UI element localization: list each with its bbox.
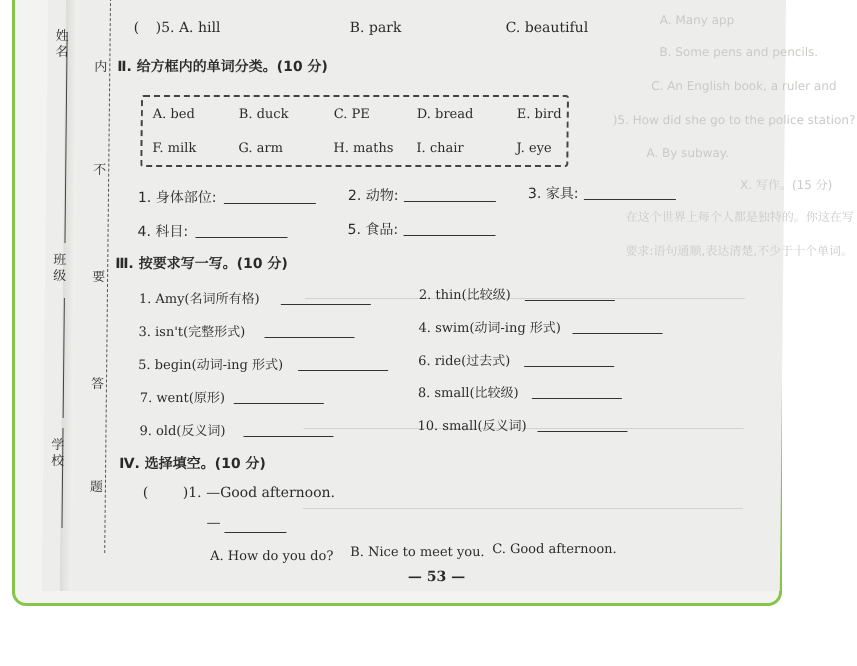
word-box <box>140 95 569 167</box>
name-label: 姓名 <box>55 29 69 60</box>
rewrite-item: 10. small(反义词) <box>417 419 527 434</box>
school-label: 学校 <box>51 438 65 469</box>
answer-paren: ( <box>142 485 149 501</box>
answer-blank[interactable] <box>224 187 316 204</box>
word-item: G. arm <box>238 141 284 156</box>
answer-blank[interactable] <box>404 185 496 202</box>
rewrite-item: 6. ride(过去式) <box>418 354 511 369</box>
bleed-text: 在这个世界上每个人都是独特的。你这在写 <box>625 210 854 224</box>
bleed-text: A. By subway. <box>646 146 730 160</box>
rewrite-item: 3. isn't(完整形式) <box>138 325 246 340</box>
bleed-text: 要求:语句通顺,表达清楚,不少于十个单词。 <box>625 244 854 258</box>
margin-char: 答 <box>90 377 105 392</box>
bleed-text: )5. How did she go to the police station? <box>612 113 856 127</box>
rewrite-item: 4. swim(动词-ing 形式) <box>418 321 561 336</box>
answer-blank[interactable] <box>234 387 324 404</box>
section-3-title: Ⅲ. 按要求写一写。(10 分) <box>115 256 288 272</box>
class-label: 班级 <box>53 253 67 284</box>
word-item: J. eye <box>516 141 552 156</box>
category-label: 4. 科目: <box>137 224 189 240</box>
answer-blank[interactable] <box>537 415 627 432</box>
word-item: I. chair <box>416 141 464 156</box>
answer-blank[interactable] <box>281 288 371 305</box>
response-dash: — <box>206 515 221 531</box>
rewrite-item: 1. Amy(名词所有格) <box>138 292 260 307</box>
rewrite-item: 9. old(反义词) <box>139 424 226 439</box>
margin-char: 题 <box>89 480 103 495</box>
binding-dashed-line <box>104 0 111 553</box>
option-a: A. How do you do? <box>210 549 334 564</box>
page-number: — 53 — <box>407 569 466 585</box>
option-b: B. Nice to meet you. <box>350 545 485 560</box>
option-b: B. park <box>349 20 402 36</box>
answer-blank[interactable] <box>404 219 496 236</box>
section-2-title: Ⅱ. 给方框内的单词分类。(10 分) <box>117 59 328 75</box>
word-item: H. maths <box>333 141 394 156</box>
word-item: A. bed <box>152 107 195 122</box>
bleed-text: A. Many app <box>659 13 735 27</box>
answer-paren: ( <box>133 20 140 36</box>
word-item: B. duck <box>238 107 289 122</box>
answer-blank[interactable] <box>264 321 354 338</box>
rewrite-item: 2. thin(比较级) <box>418 288 511 303</box>
image-frame <box>12 0 856 606</box>
answer-blank[interactable] <box>243 420 333 437</box>
answer-blank[interactable] <box>524 350 614 367</box>
rewrite-item: 8. small(比较级) <box>417 386 519 401</box>
option-c: C. beautiful <box>505 20 589 36</box>
answer-blank[interactable] <box>224 516 286 533</box>
word-item: D. bread <box>416 107 474 122</box>
option-c: C. Good afternoon. <box>492 542 617 557</box>
margin-char: 不 <box>93 163 107 178</box>
margin-char: 要 <box>92 270 106 285</box>
answer-blank[interactable] <box>584 183 676 200</box>
answer-blank[interactable] <box>532 382 622 399</box>
category-label: 2. 动物: <box>347 188 399 204</box>
rewrite-item: 5. begin(动词-ing 形式) <box>138 358 284 373</box>
question-1: )1. —Good afternoon. <box>182 485 336 501</box>
category-label: 5. 食品: <box>347 222 399 238</box>
bleed-text: C. An English book, a ruler and <box>651 79 837 93</box>
answer-blank[interactable] <box>196 221 288 238</box>
bleed-text: B. Some pens and pencils. <box>659 45 819 59</box>
category-label: 3. 家具: <box>527 186 579 202</box>
answer-blank[interactable] <box>573 317 663 334</box>
question-5: )5. A. hill <box>155 20 221 36</box>
word-item: E. bird <box>516 107 562 122</box>
category-label: 1. 身体部位: <box>137 190 217 206</box>
answer-blank[interactable] <box>298 354 388 371</box>
bleed-line <box>303 508 743 509</box>
bleed-text: X. 写作。(15 分) <box>739 178 833 192</box>
section-4-title: Ⅳ. 选择填空。(10 分) <box>119 456 266 472</box>
rewrite-item: 7. went(原形) <box>139 391 226 406</box>
word-item: C. PE <box>333 107 370 122</box>
word-item: F. milk <box>152 141 197 156</box>
workbook-page <box>42 0 856 591</box>
answer-blank[interactable] <box>525 284 615 301</box>
margin-char: 内 <box>94 60 108 75</box>
